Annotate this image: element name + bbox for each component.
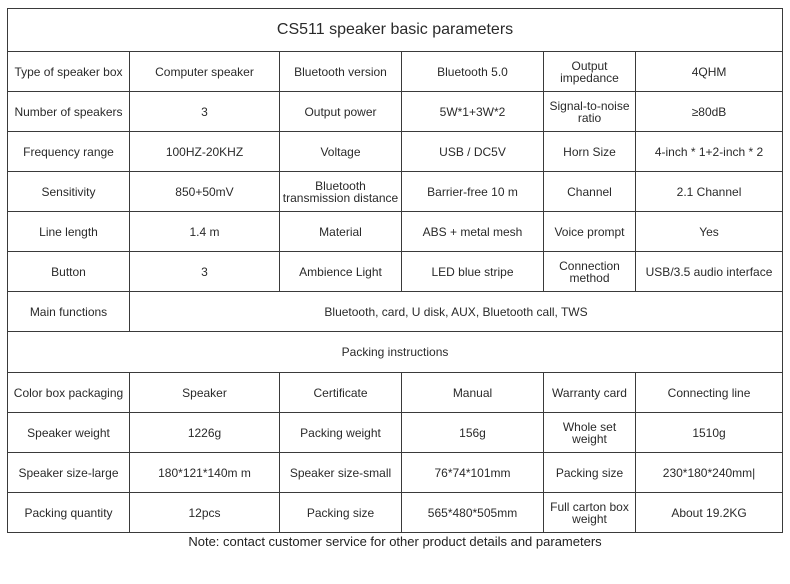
packing-label: Packing quantity xyxy=(8,493,130,533)
param-value: Computer speaker xyxy=(130,52,280,92)
param-value: ABS + metal mesh xyxy=(402,212,544,252)
packing-label: Speaker size-large xyxy=(8,453,130,493)
table-row xyxy=(8,373,783,413)
table-row xyxy=(8,132,783,172)
param-label: Voltage xyxy=(280,132,402,172)
parameters-table xyxy=(7,8,783,533)
footer-note: Note: contact customer service for other product details and parameters xyxy=(188,534,602,549)
param-label: Button xyxy=(8,252,130,292)
packing-label: Packing weight xyxy=(280,413,402,453)
param-label: Output impedance xyxy=(544,52,636,92)
packing-value: Speaker xyxy=(130,373,280,413)
packing-section-title: Packing instructions xyxy=(8,332,783,373)
table-row xyxy=(8,52,783,92)
packing-label: Speaker size-small xyxy=(280,453,402,493)
param-value: USB/3.5 audio interface xyxy=(636,252,783,292)
param-label: Horn Size xyxy=(544,132,636,172)
table-row xyxy=(8,493,783,533)
param-value: 4-inch * 1+2-inch * 2 xyxy=(636,132,783,172)
param-label: Line length xyxy=(8,212,130,252)
packing-label: Color box packaging xyxy=(8,373,130,413)
packing-value: Manual xyxy=(402,373,544,413)
param-label: Ambience Light xyxy=(280,252,402,292)
packing-value: 12pcs xyxy=(130,493,280,533)
packing-value: 230*180*240mm| xyxy=(636,453,783,493)
main-functions-value: Bluetooth, card, U disk, AUX, Bluetooth call, TWS xyxy=(130,292,783,332)
packing-label: Warranty card xyxy=(544,373,636,413)
param-label: Bluetooth transmission distance xyxy=(280,172,402,212)
table-row xyxy=(8,413,783,453)
table-row xyxy=(8,212,783,252)
param-value: 3 xyxy=(130,92,280,132)
packing-label: Certificate xyxy=(280,373,402,413)
table-row xyxy=(8,292,783,332)
param-value: 2.1 Channel xyxy=(636,172,783,212)
packing-value: 565*480*505mm xyxy=(402,493,544,533)
param-value: 850+50mV xyxy=(130,172,280,212)
packing-label: Whole set weight xyxy=(544,413,636,453)
param-label: Type of speaker box xyxy=(8,52,130,92)
param-label: Sensitivity xyxy=(8,172,130,212)
table-row xyxy=(8,453,783,493)
param-value: Bluetooth 5.0 xyxy=(402,52,544,92)
packing-label: Packing size xyxy=(544,453,636,493)
param-label: Voice prompt xyxy=(544,212,636,252)
param-label: Channel xyxy=(544,172,636,212)
param-label: Number of speakers xyxy=(8,92,130,132)
param-value: 100HZ-20KHZ xyxy=(130,132,280,172)
packing-label: Full carton box weight xyxy=(544,493,636,533)
param-value: 1.4 m xyxy=(130,212,280,252)
param-label: Signal-to-noise ratio xyxy=(544,92,636,132)
param-label: Material xyxy=(280,212,402,252)
param-label: Bluetooth version xyxy=(280,52,402,92)
main-functions-label: Main functions xyxy=(8,292,130,332)
packing-value: About 19.2KG xyxy=(636,493,783,533)
param-value: Barrier-free 10 m xyxy=(402,172,544,212)
param-value: ≥80dB xyxy=(636,92,783,132)
table-row xyxy=(8,92,783,132)
packing-label: Speaker weight xyxy=(8,413,130,453)
param-value: 3 xyxy=(130,252,280,292)
param-value: USB / DC5V xyxy=(402,132,544,172)
packing-value: 180*121*140m m xyxy=(130,453,280,493)
param-label: Connection method xyxy=(544,252,636,292)
packing-value: 156g xyxy=(402,413,544,453)
table-title: CS511 speaker basic parameters xyxy=(8,9,783,52)
table-row xyxy=(8,252,783,292)
param-value: LED blue stripe xyxy=(402,252,544,292)
param-value: 5W*1+3W*2 xyxy=(402,92,544,132)
packing-label: Packing size xyxy=(280,493,402,533)
packing-value: 76*74*101mm xyxy=(402,453,544,493)
packing-value: Connecting line xyxy=(636,373,783,413)
param-value: 4QHM xyxy=(636,52,783,92)
param-label: Frequency range xyxy=(8,132,130,172)
param-value: Yes xyxy=(636,212,783,252)
table-row xyxy=(8,172,783,212)
packing-value: 1226g xyxy=(130,413,280,453)
param-label: Output power xyxy=(280,92,402,132)
packing-value: 1510g xyxy=(636,413,783,453)
